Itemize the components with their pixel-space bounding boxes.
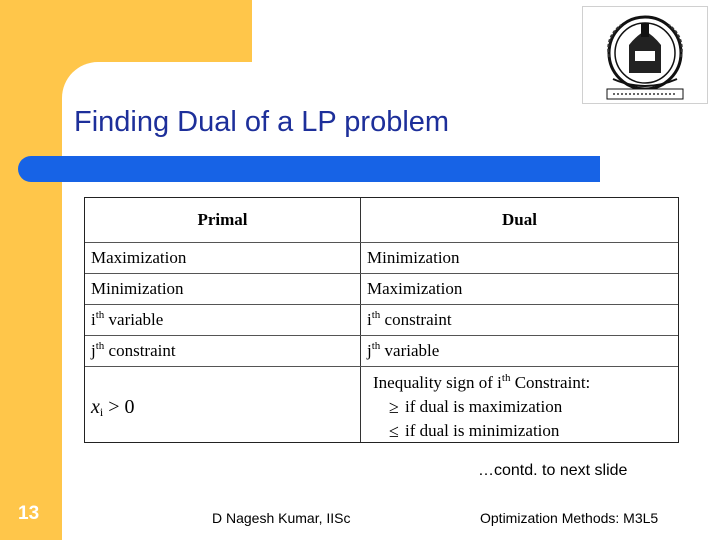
table-row: [85, 273, 678, 304]
primal-text: variable: [104, 310, 164, 329]
variable-subscript: i: [99, 405, 104, 419]
primal-cell: [85, 336, 361, 366]
dual-index: i: [367, 310, 372, 329]
dual-ordinal: th: [371, 309, 381, 321]
inequality-heading-tail: Constraint:: [510, 373, 591, 392]
variable-x: x: [91, 396, 100, 418]
inequality-cell: [361, 367, 678, 442]
footer-course: Optimization Methods: M3L5: [480, 510, 659, 526]
inequality-heading: [373, 371, 590, 395]
footer-author: D Nagesh Kumar, IISc: [212, 510, 351, 526]
dual-index: j: [367, 341, 372, 360]
title-underline-bar: [18, 156, 600, 182]
table-row: [85, 304, 678, 335]
inequality-max-line: [373, 395, 562, 419]
table-header-row: [85, 198, 678, 242]
primal-cell: [85, 305, 361, 335]
primal-cell: Minimization: [85, 274, 361, 304]
less-equal-symbol: ≤: [389, 421, 399, 441]
primal-index: j: [91, 341, 96, 360]
dual-cell: Minimization: [367, 248, 460, 267]
dual-text: variable: [380, 341, 440, 360]
primal-ordinal: th: [95, 340, 105, 352]
inequality-heading-text: Inequality sign of i: [373, 373, 502, 392]
slide-title: Finding Dual of a LP problem: [74, 106, 450, 138]
max-rule-text: if dual is maximization: [405, 397, 563, 416]
left-accent-bar: [0, 0, 62, 540]
primal-dual-table: [84, 197, 679, 443]
primal-variable-cell: [85, 367, 361, 442]
variable-relation: > 0: [103, 396, 135, 418]
dual-text: constraint: [380, 310, 452, 329]
table-row: [85, 335, 678, 366]
inequality-ordinal: th: [501, 372, 511, 384]
min-rule-text: if dual is minimization: [405, 421, 560, 440]
primal-index: i: [91, 310, 96, 329]
header-primal: Primal: [85, 198, 361, 242]
inequality-min-line: [373, 419, 559, 443]
dual-cell: Maximization: [367, 279, 463, 298]
primal-text: constraint: [104, 341, 176, 360]
dual-cell: [361, 336, 678, 366]
continued-note: …contd. to next slide: [478, 462, 628, 479]
iisc-logo-icon: [582, 6, 708, 104]
table-row: [85, 242, 678, 273]
primal-cell: Maximization: [85, 243, 361, 273]
header-dual: Dual: [502, 210, 537, 229]
dual-cell: [361, 305, 678, 335]
slide-number: 13: [18, 503, 40, 524]
primal-ordinal: th: [95, 309, 105, 321]
greater-equal-symbol: ≥: [389, 397, 399, 417]
table-row: [85, 366, 678, 442]
dual-ordinal: th: [371, 340, 381, 352]
top-accent-block: [0, 0, 252, 62]
